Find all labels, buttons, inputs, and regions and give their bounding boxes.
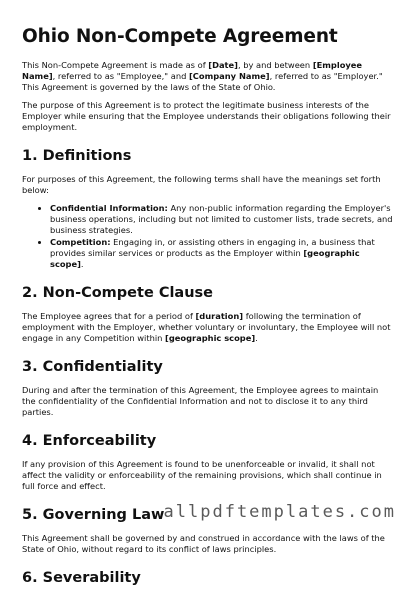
noncompete-text-3: . bbox=[255, 333, 258, 343]
governing-law-paragraph: This Agreement shall be governed by and construed in accordance with the laws of the State of Ohio, without regard to its conflict of laws principles. bbox=[22, 533, 385, 554]
date-placeholder: [Date] bbox=[208, 60, 238, 70]
company-name-placeholder: [Company Name] bbox=[189, 71, 270, 81]
noncompete-text-1: The Employee agrees that for a period of bbox=[22, 311, 196, 321]
confidentiality-paragraph: During and after the termination of this Agreement, the Employee agrees to maintain the confidentiality of the Confidential Information and not to disclose it to any third parties. bbox=[22, 385, 379, 417]
duration-placeholder: [duration] bbox=[195, 311, 244, 321]
definition-term: Confidential Information: bbox=[50, 203, 168, 213]
employee-name-placeholder: [Employee Name] bbox=[22, 60, 363, 81]
definition-text: Engaging in, or assisting others in engaging in, a business that provides similar services or products as the Employer within bbox=[50, 237, 375, 258]
list-item bbox=[50, 237, 394, 270]
definition-end: . bbox=[80, 259, 84, 269]
intro-text-3: , referred to as "Employee," and bbox=[52, 71, 190, 81]
section-heading-confidentiality: 3. Confidentiality bbox=[22, 359, 163, 375]
section-heading-noncompete: 2. Non-Compete Clause bbox=[22, 285, 214, 301]
section-heading-governing-law: 5. Governing Law bbox=[22, 507, 165, 523]
geographic-scope-placeholder: [geographic scope] bbox=[50, 248, 360, 269]
intro-text-4: , referred to as "Employer." This Agreement is governed by the laws of the State of Ohio. bbox=[22, 71, 383, 92]
intro-text-1: This Non-Compete Agreement is made as of bbox=[22, 60, 209, 70]
section-heading-definitions: 1. Definitions bbox=[22, 148, 132, 164]
document-title: Ohio Non-Compete Agreement bbox=[22, 26, 338, 47]
enforceability-paragraph: If any provision of this Agreement is found to be unenforceable or invalid, it shall not affect the validity or enforceability of the remaining provisions, which shall continue in full force and effect. bbox=[22, 459, 382, 491]
definition-term: Competition: bbox=[50, 237, 111, 247]
purpose-paragraph: The purpose of this Agreement is to protect the legitimate business interests of the Employer while ensuring that the Employee understands their obligations following their employment. bbox=[22, 100, 391, 132]
intro-paragraph bbox=[22, 60, 394, 93]
geographic-scope-placeholder: [geographic scope] bbox=[165, 333, 256, 343]
intro-text-2: , by and between bbox=[237, 60, 313, 70]
noncompete-paragraph bbox=[22, 311, 394, 344]
definitions-intro: For purposes of this Agreement, the following terms shall have the meanings set forth below: bbox=[22, 174, 381, 195]
definition-text: Any non-public information regarding the Employer's business operations, including but not limited to customer lists, trade secrets, and business strategies. bbox=[50, 203, 393, 235]
section-heading-severability: 6. Severability bbox=[22, 570, 141, 586]
noncompete-text-2: following the termination of employment with the Employer, whether voluntary or involuntary, the Employee will not engage in any Competition within bbox=[22, 311, 391, 343]
list-item bbox=[50, 203, 394, 236]
definitions-list bbox=[22, 203, 394, 270]
section-heading-enforceability: 4. Enforceability bbox=[22, 433, 157, 449]
watermark: allpdftemplates.com bbox=[163, 502, 396, 522]
